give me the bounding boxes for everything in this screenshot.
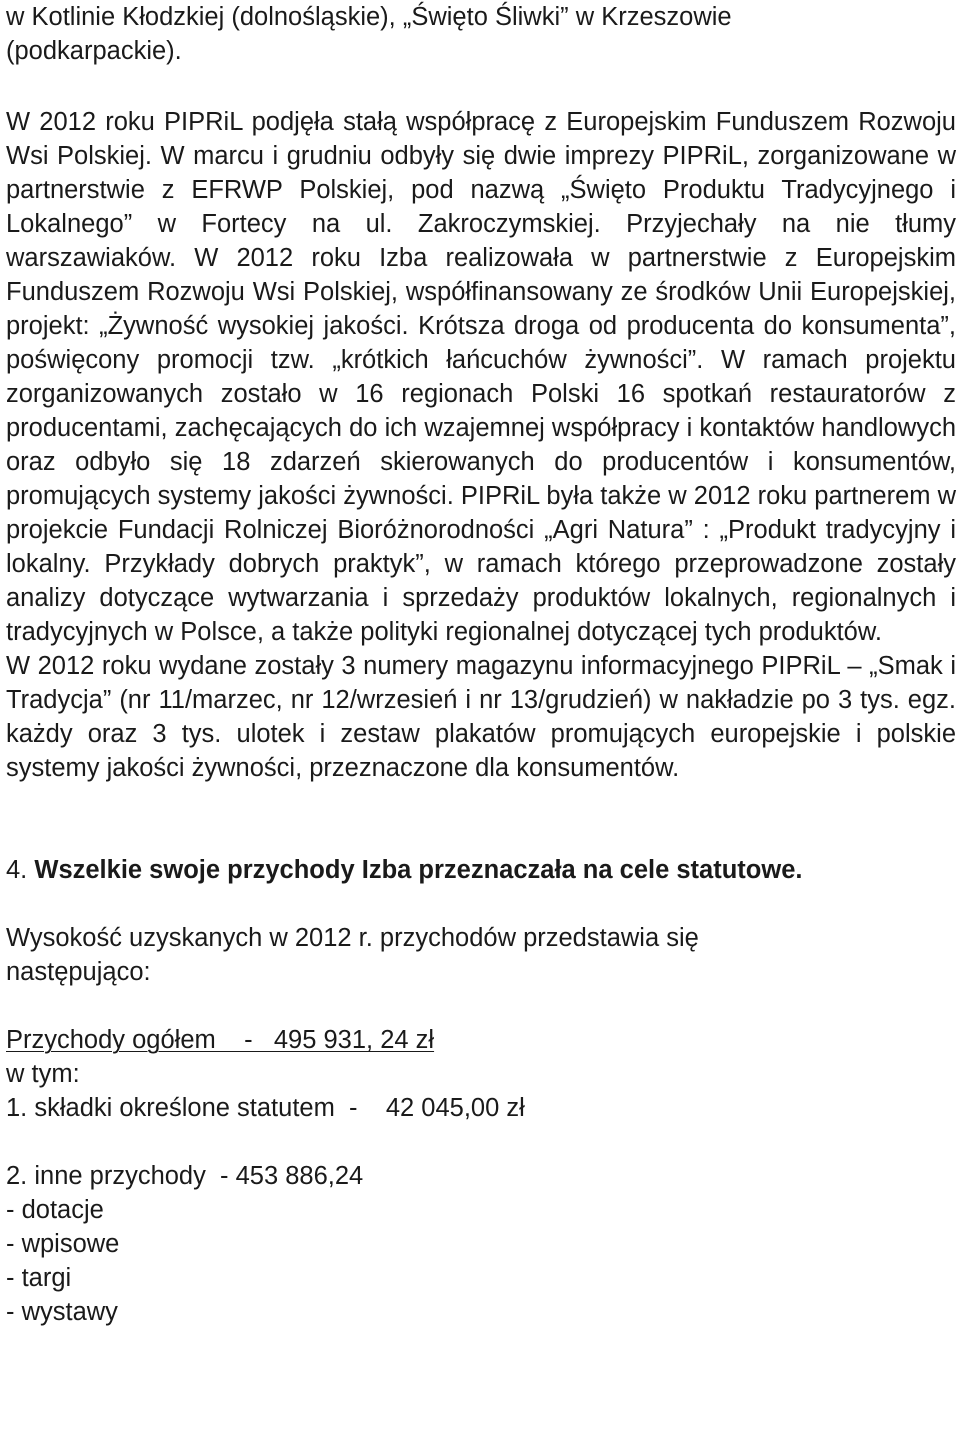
- spacer: [6, 68, 956, 105]
- intro-paragraph: w Kotlinie Kłodzkiej (dolnośląskie), „Święto Śliwki” w Krzeszowie (podkarpackie).: [6, 3, 732, 65]
- main-paragraph: W 2012 roku PIPRiL podjęła stałą współpracę z Europejskim Funduszem Rozwoju Wsi Polskiej. W marcu i grudniu odbyły się dwie imprezy PIPRiL, zorganizowane w partnerstwie z EFRWP Polskiej, pod nazwą „Święto Produktu Tradycyjnego i Lokalnego” w Fortecy na ul. Zakroczymskiej. Przyjechały na nie tłumy warszawiaków. W 2012 roku Izba realizowała w partnerstwie z Europejskim Funduszem Rozwoju Wsi Polskiej, współfinansowany ze środków Unii Europejskiej, projekt: „Żywność wysokiej jakości. Krótsza droga od producenta do konsumenta”, poświęcony promocji tzw. „krótkich łańcuchów żywności”. W ramach projektu zorganizowanych zostało w 16 regionach Polski 16 spotkań restauratorów z producentami, zachęcających do ich wzajemnej współpracy i kontaktów handlowych oraz odbyło się 18 zdarzeń skierowanych do producentów i konsumentów, promujących systemy jakości żywności. PIPRiL była także w 2012 roku partnerem w projekcie Fundacji Rolniczej Bioróżnorodności „Agri Natura” : „Produkt tradycyjny i lokalny. Przykłady dobrych praktyk”, w ramach którego przeprowadzone zostały analizy dotyczące wytwarzania i sprzedaży produktów lokalnych, regionalnych i tradycyjnych w Polsce, a także polityki regionalnej dotyczącej tych produktów.: [6, 108, 956, 646]
- income-wtym: w tym:: [6, 1060, 80, 1088]
- spacer: [6, 1125, 956, 1159]
- magazine-paragraph: W 2012 roku wydane zostały 3 numery magazynu informacyjnego PIPRiL – „Smak i Tradycja” (nr 11/marzec, nr 12/wrzesień i nr 13/grudzień) w nakładzie po 3 tys. egz. każdy oraz 3 tys. ulotek i zestaw plakatów promujących europejskie i polskie systemy jakości żywności, przeznaczone dla konsumentów.: [6, 652, 956, 782]
- spacer: [6, 989, 956, 1023]
- income-sub-item: - wystawy: [6, 1298, 118, 1326]
- income-sub-item: - dotacje: [6, 1196, 104, 1224]
- income-sub-item: - targi: [6, 1264, 72, 1292]
- income-total-text: Przychody ogółem - 495 931, 24 zł: [6, 1026, 435, 1054]
- income-intro: Wysokość uzyskanych w 2012 r. przychodów przedstawia się następująco:: [6, 924, 699, 986]
- document-page: [6, 0, 956, 1329]
- spacer: [6, 887, 956, 921]
- income-item-1: 1. składki określone statutem - 42 045,00 zł: [6, 1094, 525, 1122]
- income-total: [6, 1023, 956, 1057]
- section-number: 4.: [6, 856, 28, 884]
- income-item-2: 2. inne przychody - 453 886,24: [6, 1162, 364, 1190]
- section-heading: [6, 853, 956, 887]
- section-heading-text: Wszelkie swoje przychody Izba przeznaczała na cele statutowe.: [34, 856, 803, 884]
- income-sub-item: - wpisowe: [6, 1230, 120, 1258]
- spacer: [6, 785, 956, 853]
